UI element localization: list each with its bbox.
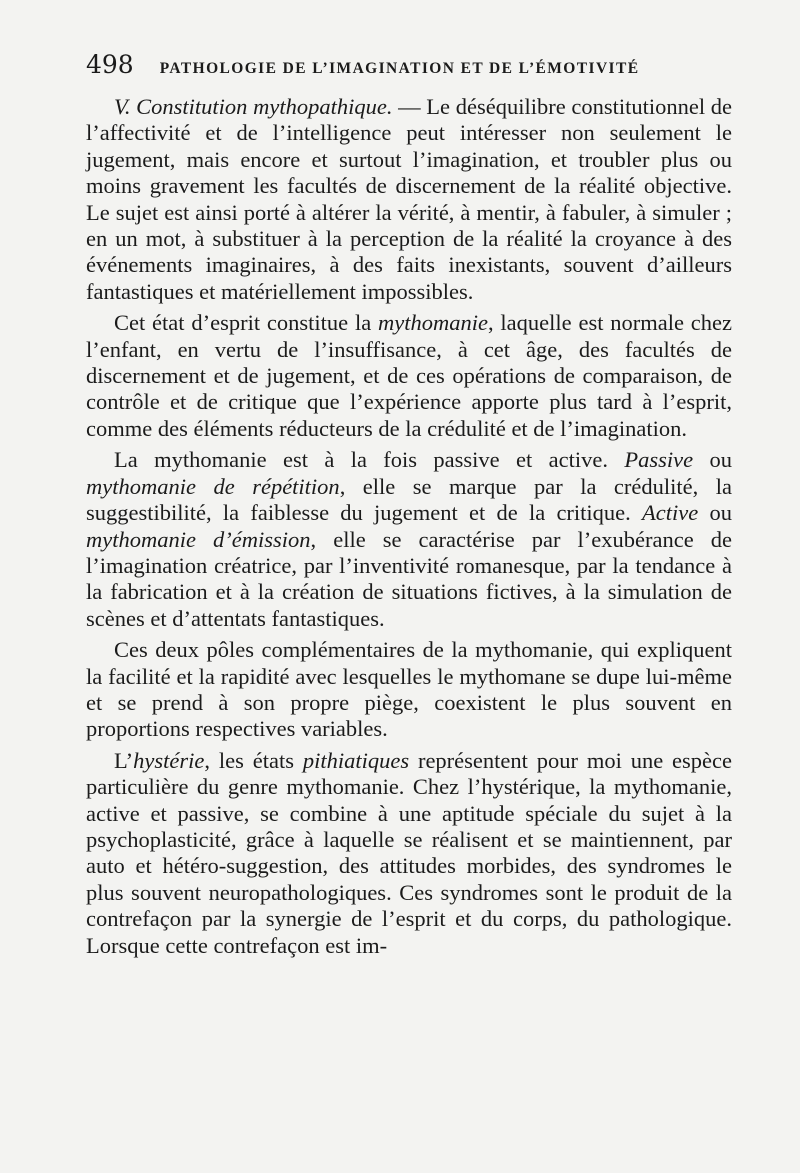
text-run: , elle se marque par la crédulité, la suggestibilité, la faiblesse du jugement et de la critique. [86, 473, 732, 526]
text-run: , les états [204, 747, 303, 773]
section-heading: V. Constitution mythopathique. [114, 94, 393, 119]
running-title: PATHOLOGIE DE L’IMAGINATION ET DE L’ÉMOTIVITÉ [159, 60, 640, 77]
text-run: ou [693, 447, 733, 473]
term-pithiatiques: pithiatiques [302, 747, 410, 773]
term-active: Active [642, 500, 699, 526]
text-run: , elle se caractérise par l’exubérance de l’imagination créatrice, par l’inventivité romanesque, par la tendance à la fabrication et à la création de situations fictives, à la simulation de scènes et d’attentats fantastiques. [86, 526, 732, 631]
paragraph-mythomanie [86, 310, 732, 442]
text-run: La mythomanie est à la fois passive et active. [114, 447, 625, 473]
term-mythomanie-emission: mythomanie d’émission [86, 526, 311, 552]
section-intro: — Le déséquilibre constitutionnel de l’affectivité et de l’intelligence peut intéresser non seulement le jugement, mais encore et surtout l’imagination, et troubler plus ou moins gravement les facultés de discernement de la réalité objective. Le sujet est ainsi porté à altérer la vérité, à mentir, à fabuler, à simuler ; en un mot, à substituer à la perception de la réalité la croyance à des événements imaginaires, à des faits inexistants, souvent d’ailleurs fantastiques et matériellement impossibles. [86, 94, 733, 304]
term-mythomanie: mythomanie [378, 310, 488, 336]
paragraph-hysterie [86, 748, 732, 959]
text-run: , laquelle est normale chez l’enfant, en vertu de l’insuffisance, à cet âge, des facultés de discernement et de jugement, et de ces opérations de comparaison, de contrôle et de critique que l’expérience apporte plus tard à l’esprit, comme des éléments réducteurs de la crédulité et de l’imagination. [86, 310, 733, 441]
paragraph-passive-active [86, 447, 732, 632]
text-run: Ces deux pôles complémentaires de la mythomanie, qui expliquent la facilité et la rapidité avec lesquelles le mythomane se dupe lui-même et se prend à son propre piège, coexistent le plus souvent en proportions respectives variables. [86, 637, 732, 742]
page-number: 498 [86, 50, 134, 79]
paragraph-deux-poles [86, 637, 732, 743]
term-passive: Passive [624, 447, 694, 473]
text-run: représentent pour moi une espèce particulière du genre mythomanie. Chez l’hystérique, la mythomanie, active et passive, se combine à une aptitude spéciale du sujet à la psychoplasticité, grâce à laquelle se réalisent et se maintiennent, par auto et hétéro-suggestion, des attitudes morbides, des syndromes le plus souvent neuropathologiques. Ces syndromes sont le produit de la contrefaçon par la synergie de l’esprit et du corps, du pathologique. Lorsque cette contrefaçon est im- [86, 747, 733, 958]
text-run: Cet état d’esprit constitue la [114, 310, 378, 336]
term-hysterie: hystérie [133, 747, 205, 773]
text-run: L’ [114, 747, 134, 773]
body-text [86, 94, 732, 959]
term-mythomanie-repetition: mythomanie de répétition [86, 473, 340, 499]
text-run: ou [698, 500, 733, 526]
running-head [86, 50, 732, 86]
paragraph-constitution-mythopathique [86, 94, 732, 305]
